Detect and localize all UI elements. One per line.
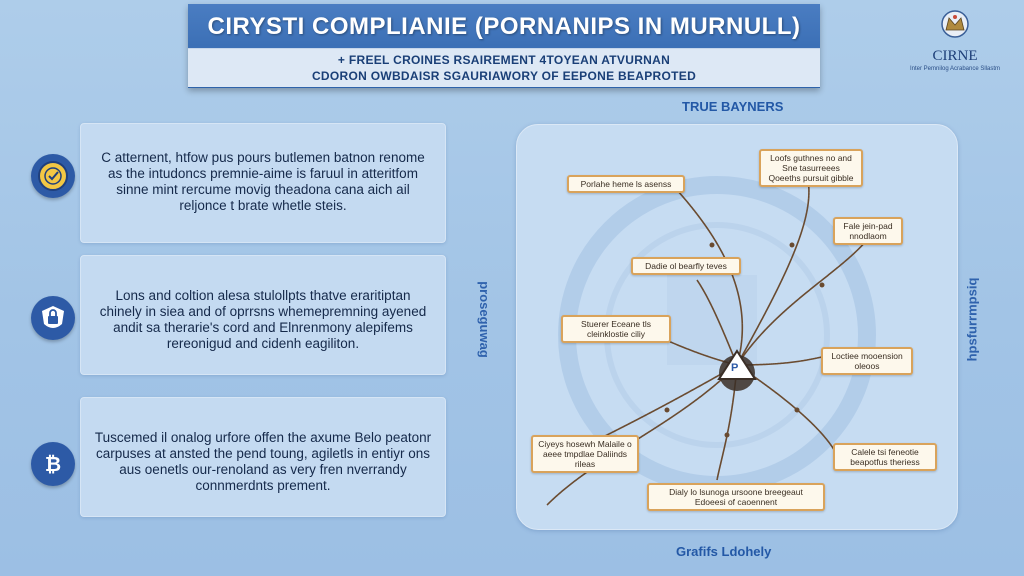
- svg-text:₿: ₿: [44, 454, 62, 476]
- info-card-3: [80, 397, 446, 517]
- diagram-node: Porlahe heme ls asenss: [567, 175, 685, 193]
- network-diagram-panel: [516, 124, 958, 530]
- info-card-1: [80, 123, 446, 243]
- hub-label: P: [731, 362, 739, 374]
- diagram-footer: Grafifs Ldohely: [676, 544, 772, 559]
- diagram-node: Fale jein-pad nnodlaom: [833, 217, 903, 245]
- page-title: CIRYSTI COMPLIANIE (PORNANIPS IN MURNULL): [207, 13, 801, 40]
- info-card-text: Lons and coltion alesa stulollpts thatve eraritiptan chinely in siea and of oprrsns whemepremning ayened andit sa therarie's cord and Elnrenmony alepifems rereonigud and cidenh eagiliton.: [99, 288, 427, 351]
- subtitle-line-2: CDORON OWBDAISR SGAURIAWORY OF EEPONE BEAPROTED: [311, 69, 697, 83]
- currency-icon: [31, 442, 75, 486]
- diagram-node: Calele tsi feneotie beapotfus theriess: [833, 443, 937, 471]
- diagram-right-label: hpsfurrmpsiq: [964, 277, 980, 362]
- diagram-node: Loofs guthnes no and Sne tasurreees Qoeeths pursuit gibble: [759, 149, 863, 187]
- logo-name: CIRNE: [932, 48, 978, 64]
- info-card-text: Tuscemed il onalog urfore offen the axume Belo peatonr carpuses at ansted the pend toung, agiletls in entiyr ons aus oenetls our-renoland as very fren nverrandy connmerdnts prement.: [94, 430, 432, 493]
- diagram-heading: TRUE BAYNERS: [682, 99, 784, 114]
- diagram-left-label: proseguwag: [476, 281, 492, 358]
- logo: [905, 8, 1005, 78]
- diagram-node: Dialy lo lsunoga ursoone breegeaut Edoeesi of caoennent: [647, 483, 825, 511]
- shield-lock-icon: [31, 296, 75, 340]
- header-banner: [188, 4, 820, 88]
- subtitle-line-1: + FREEL CROINES RSAIREMENT 4TOYEAN ATVURNAN: [337, 53, 671, 67]
- logo-tagline: Inter Pemnilog Acrabance Sllastm: [909, 66, 1001, 72]
- diagram-node: Dadie ol bearfly teves: [631, 257, 741, 275]
- subtitle-strip: [188, 48, 820, 87]
- diagram-node: Stuerer Eceane tls cleinklostie ciliy: [561, 315, 671, 343]
- badge-icon: [31, 154, 75, 198]
- seal-icon: [905, 8, 1005, 48]
- diagram-node: Ciyeys hosewh Malaile o aeee tmpdlae Daliinds rileas: [531, 435, 639, 473]
- info-card-2: [80, 255, 446, 375]
- diagram-node: Loctiee mooension oleoos: [821, 347, 913, 375]
- info-card-text: C atternent, htfow pus pours butlemen batnon renome as the intudoncs premnie-aime is faruul in atteritfom sinne mint rercume movig theadona cana aich ail reljonce t brate whetle steis.: [101, 150, 425, 213]
